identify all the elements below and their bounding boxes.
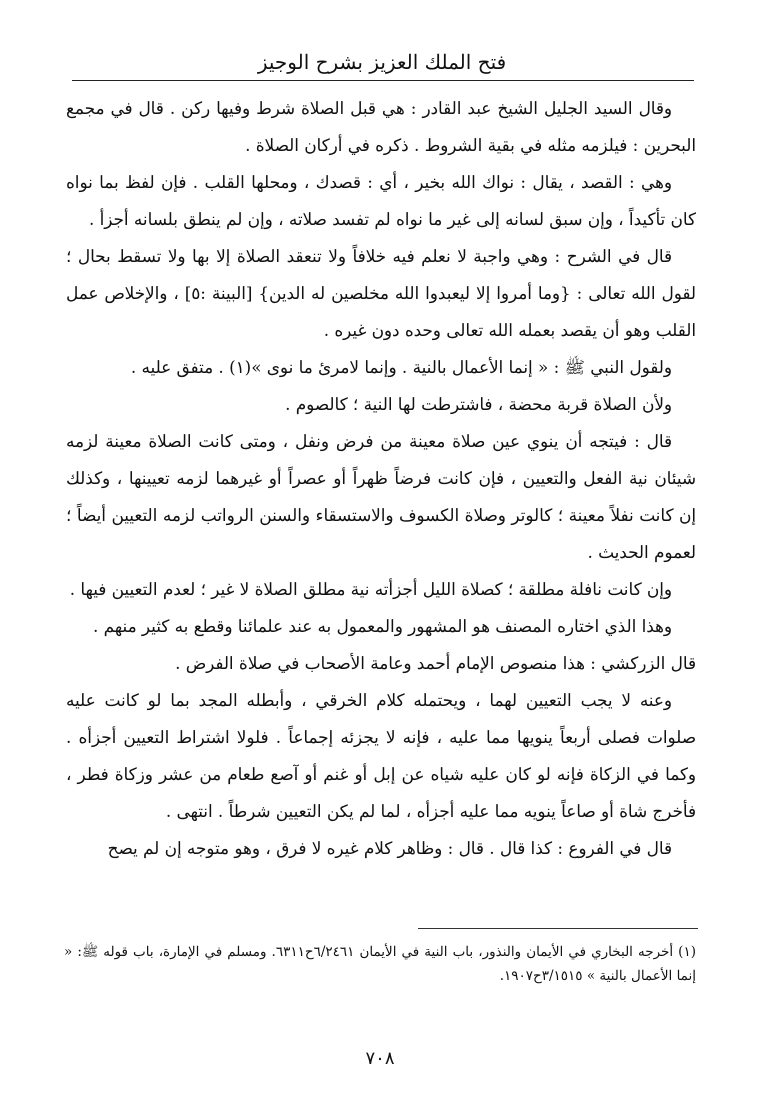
- header-divider: [72, 80, 694, 81]
- running-header-title: فتح الملك العزيز بشرح الوجيز: [257, 50, 507, 74]
- footnote-divider: [418, 928, 698, 929]
- main-text: [66, 90, 696, 870]
- paragraph: وقال السيد الجليل الشيخ عبد القادر : هي قبل الصلاة شرط وفيها ركن . قال في مجمع البحرين : فيلزمه مثله في بقية الشروط . ذكره في أركان الصلاة .: [66, 98, 696, 155]
- paragraph: ولقول النبي ﷺ : « إنما الأعمال بالنية . وإنما لامرئ ما نوى »(١) . متفق عليه .: [130, 357, 672, 377]
- paragraph: قال : فيتجه أن ينوي عين صلاة معينة من فرض ونفل ، ومتى كانت الصلاة معينة لزمه شيئان نية الفعل والتعيين ، فإن كانت فرضاً ظهراً أو عصراً أو غيرهما لزمه تعيينها ، وكذلك إن كانت نفلاً معينة ؛ كالوتر وصلاة الكسوف والاستسقاء والسنن الرواتب لزمه التعيين أيضاً ؛ لعموم الحديث .: [66, 431, 696, 562]
- paragraph: قال في الشرح : وهي واجبة لا نعلم فيه خلافاً ولا تنعقد الصلاة إلا بها ولا تسقط بحال ؛ لقول الله تعالى : {وما أمروا إلا ليعبدوا الله مخلصين له الدين} [البينة :٥] ، والإخلاص عمل القلب وهو أن يقصد بعمله الله تعالى وحده دون غيره .: [66, 246, 696, 340]
- paragraph: قال في الفروع : كذا قال . قال : وظاهر كلام غيره لا فرق ، وهو متوجه إن لم يصح: [107, 838, 672, 858]
- footnote: (١) أخرجه البخاري في الأيمان والنذور، باب النية في الأيمان ٦/٢٤٦١ح٦٣١١. ومسلم في الإمارة، باب قوله ﷺ: « إنما الأعمال بالنية » ٣/١٥١٥ح١٩٠٧.: [64, 944, 696, 984]
- page-number: ٧٠٨: [365, 1048, 395, 1069]
- paragraph: قال الزركشي : هذا منصوص الإمام أحمد وعامة الأصحاب في صلاة الفرض .: [175, 653, 696, 673]
- paragraph: وإن كانت نافلة مطلقة ؛ كصلاة الليل أجزأته نية مطلق الصلاة لا غير ؛ لعدم التعيين فيها .: [69, 579, 672, 599]
- paragraph: وعنه لا يجب التعيين لهما ، ويحتمله كلام الخرقي ، وأبطله المجد بما لو كانت عليه صلوات فصلى أربعاً ينويها مما عليه ، فإنه لا يجزئه إجماعاً . فلولا اشتراط التعيين أجزأه . وكما في الزكاة فإنه لو كان عليه شياه عن إبل أو غنم أو آصع طعام من عشر وزكاة فطر ، فأخرج شاة أو صاعاً ينويه مما عليه أجزأه ، لما لم يكن التعيين شرطاً . انتهى .: [66, 690, 696, 821]
- paragraph: وهي : القصد ، يقال : نواك الله بخير ، أي : قصدك ، ومحلها القلب . فإن لفظ بما نواه كان تأكيداً ، وإن سبق لسانه إلى غير ما نواه لم تفسد صلاته ، وإن لم ينطق بلسانه أجزأ .: [66, 172, 696, 229]
- paragraph: وهذا الذي اختاره المصنف هو المشهور والمعمول به عند علمائنا وقطع به كثير منهم .: [92, 616, 672, 636]
- paragraph: ولأن الصلاة قربة محضة ، فاشترطت لها النية ؛ كالصوم .: [285, 394, 672, 414]
